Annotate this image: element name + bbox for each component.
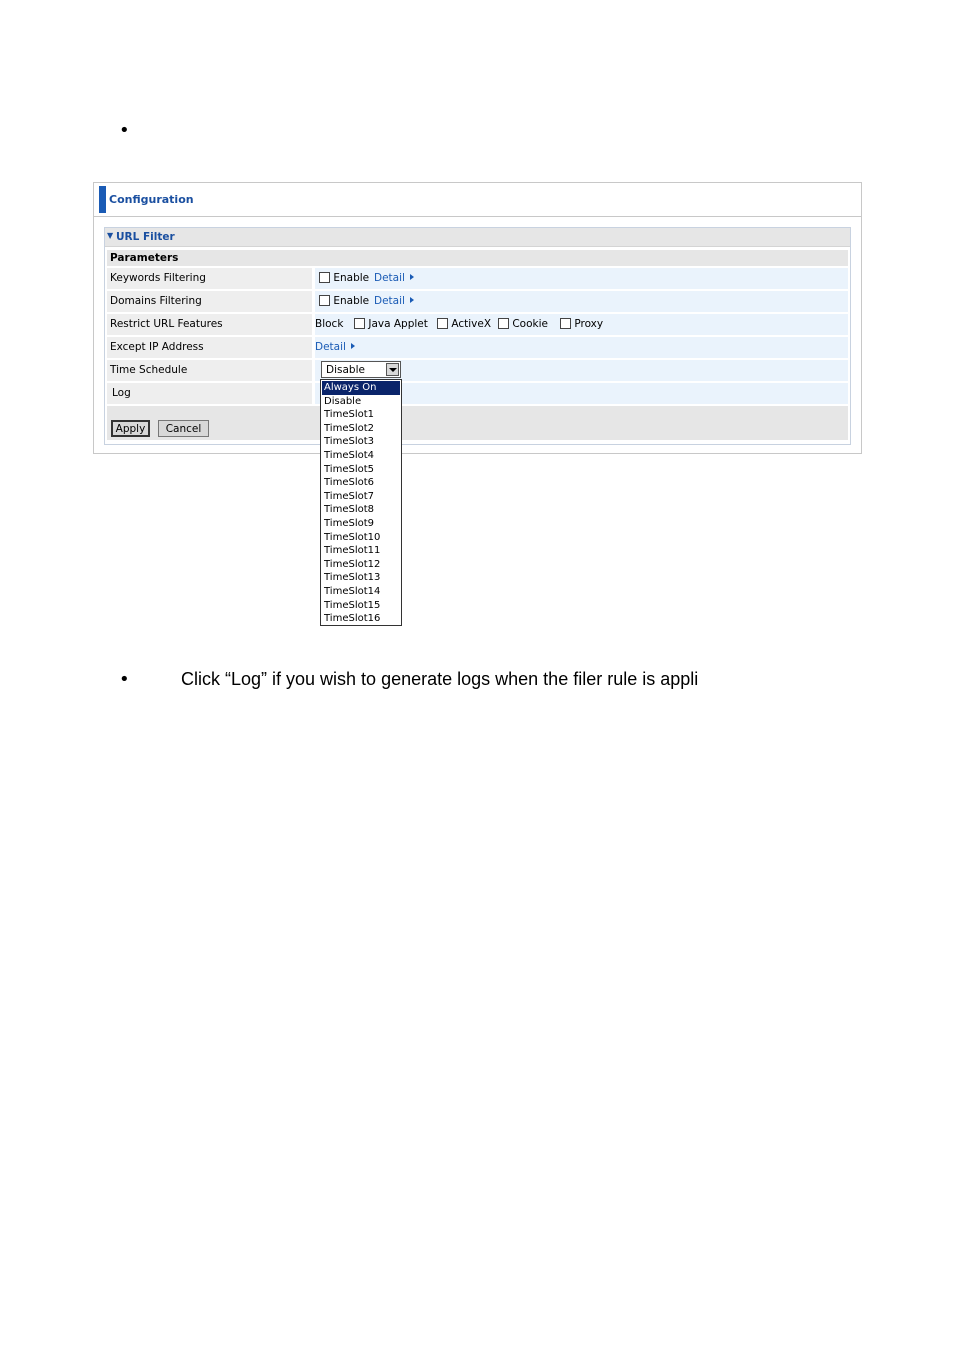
keywords-enable-checkbox[interactable] xyxy=(319,272,330,283)
arrow-right-icon xyxy=(410,297,414,303)
arrow-right-icon xyxy=(410,274,414,280)
header-accent-bar xyxy=(99,186,106,213)
row-value xyxy=(315,291,848,312)
row-log xyxy=(107,383,848,404)
dropdown-option[interactable]: TimeSlot3 xyxy=(324,436,374,448)
dropdown-option[interactable]: TimeSlot1 xyxy=(324,409,374,421)
row-keywords-filtering xyxy=(107,268,848,289)
dropdown-option[interactable]: Disable xyxy=(324,395,362,407)
java-applet-label: Java Applet xyxy=(368,318,428,330)
dropdown-option[interactable]: TimeSlot5 xyxy=(324,463,374,475)
proxy-checkbox[interactable] xyxy=(560,318,571,329)
configuration-title: Configuration xyxy=(109,193,194,206)
cancel-button[interactable]: Cancel xyxy=(158,420,209,437)
row-label: Time Schedule xyxy=(107,360,312,381)
dropdown-option[interactable]: TimeSlot2 xyxy=(324,422,374,434)
java-applet-checkbox[interactable] xyxy=(354,318,365,329)
dropdown-option[interactable]: TimeSlot15 xyxy=(324,599,381,611)
row-restrict-url-features xyxy=(107,314,848,335)
dropdown-option[interactable]: TimeSlot8 xyxy=(324,504,374,516)
time-schedule-dropdown xyxy=(320,379,402,626)
arrow-right-icon xyxy=(351,343,355,349)
row-value xyxy=(315,337,848,358)
except-ip-detail-link[interactable]: Detail xyxy=(315,337,355,358)
row-label: Log xyxy=(107,383,312,404)
url-filter-title: URL Filter xyxy=(116,231,175,243)
dropdown-option[interactable]: TimeSlot6 xyxy=(324,477,374,489)
activex-label: ActiveX xyxy=(451,318,492,330)
dropdown-option[interactable]: TimeSlot16 xyxy=(324,613,381,625)
row-time-schedule xyxy=(107,360,848,381)
domains-enable-checkbox[interactable] xyxy=(319,295,330,306)
activex-checkbox[interactable] xyxy=(437,318,448,329)
row-label: Domains Filtering xyxy=(107,291,312,312)
dropdown-option[interactable]: TimeSlot4 xyxy=(324,450,374,461)
apply-button[interactable]: Apply xyxy=(111,420,150,437)
chevron-down-icon[interactable] xyxy=(386,363,399,376)
configuration-header xyxy=(94,183,861,217)
dropdown-option[interactable]: TimeSlot14 xyxy=(324,586,381,597)
url-filter-section xyxy=(104,227,851,445)
dropdown-option[interactable]: TimeSlot9 xyxy=(324,518,374,529)
parameters-heading: Parameters xyxy=(107,250,848,266)
collapse-triangle-icon[interactable]: ▼ xyxy=(107,231,114,240)
cookie-checkbox[interactable] xyxy=(498,318,509,329)
select-value: Disable xyxy=(326,364,365,376)
button-row xyxy=(107,406,848,440)
domains-detail-link[interactable]: Detail xyxy=(374,291,414,312)
dropdown-option[interactable]: TimeSlot7 xyxy=(324,490,374,502)
keywords-detail-link[interactable]: Detail xyxy=(374,268,414,289)
proxy-label: Proxy xyxy=(574,318,604,330)
enable-label: Enable xyxy=(333,272,370,284)
dropdown-option[interactable]: Always On xyxy=(322,381,400,395)
dropdown-option[interactable]: TimeSlot10 xyxy=(324,531,381,543)
row-label: Keywords Filtering xyxy=(107,268,312,289)
enable-label: Enable xyxy=(333,295,370,307)
row-domains-filtering xyxy=(107,291,848,312)
row-label: Restrict URL Features xyxy=(107,314,312,335)
row-value xyxy=(315,268,848,289)
time-schedule-select[interactable] xyxy=(321,361,401,378)
instruction-text: Click “Log” if you wish to generate logs when the filer rule is appli xyxy=(181,669,699,689)
bullet-bottom: • xyxy=(119,669,130,690)
bullet-top: • xyxy=(119,120,130,141)
row-label: Except IP Address xyxy=(107,337,312,358)
dropdown-option[interactable]: TimeSlot13 xyxy=(324,572,381,584)
configuration-panel xyxy=(93,182,862,454)
cookie-label: Cookie xyxy=(512,318,548,330)
row-value xyxy=(315,314,848,335)
dropdown-option[interactable]: TimeSlot12 xyxy=(324,558,381,570)
dropdown-option[interactable]: TimeSlot11 xyxy=(324,545,381,557)
url-filter-header[interactable] xyxy=(105,228,850,247)
row-except-ip-address xyxy=(107,337,848,358)
block-label: Block xyxy=(315,318,344,330)
